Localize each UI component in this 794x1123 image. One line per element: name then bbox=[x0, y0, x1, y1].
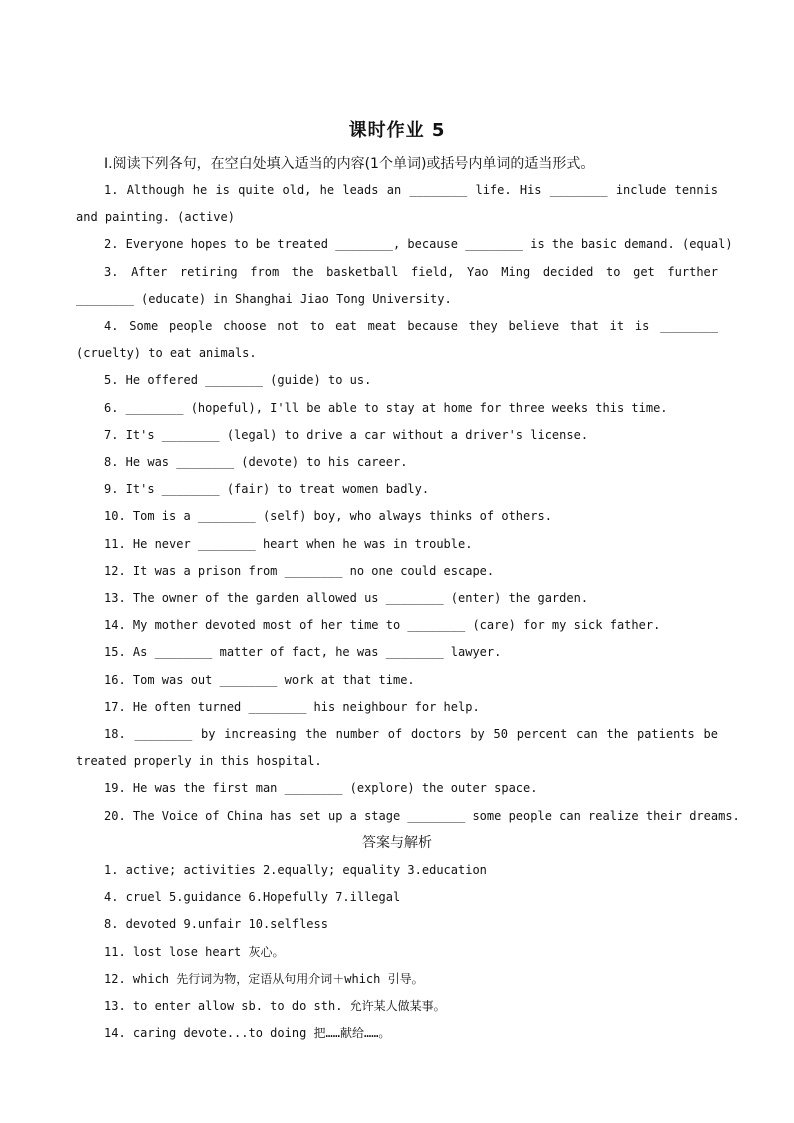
question-2: 2. Everyone hopes to be treated ________, because ________ is the basic demand. (equal) bbox=[104, 237, 733, 252]
question-15: 15. As ________ matter of fact, he was ________ lawyer. bbox=[104, 645, 502, 660]
question-1: 1. Although he is quite old, he leads an ________ life. His ________ include tennis and painting. (active) bbox=[76, 183, 718, 225]
question-4: 4. Some people choose not to eat meat because they believe that it is ________ (cruelty) to eat animals. bbox=[76, 319, 718, 361]
question-16: 16. Tom was out ________ work at that time. bbox=[104, 672, 415, 687]
section-instruction: Ⅰ.阅读下列各句，在空白处填入适当的内容(1个单词)或括号内单词的适当形式。 bbox=[104, 156, 595, 172]
exercise-content bbox=[76, 177, 740, 1048]
question-17: 17. He often turned ________ his neighbour for help. bbox=[104, 699, 480, 714]
page-title: 课时作业 5 bbox=[348, 120, 446, 141]
question-20: 20. The Voice of China has set up a stage ________ some people can realize their dreams. bbox=[104, 808, 740, 823]
answer-line-5: 12. which 先行词为物，定语从句用介词＋which 引导。 bbox=[104, 971, 424, 986]
answers-heading: 答案与解析 bbox=[362, 834, 432, 851]
question-13: 13. The owner of the garden allowed us ________ (enter) the garden. bbox=[104, 591, 589, 606]
answer-line-2: 4. cruel 5.guidance 6.Hopefully 7.illegal bbox=[104, 890, 401, 905]
question-12: 12. It was a prison from ________ no one could escape. bbox=[104, 563, 495, 578]
question-6: 6. ________ (hopeful), I'll be able to stay at home for three weeks this time. bbox=[104, 400, 668, 415]
question-9: 9. It's ________ (fair) to treat women badly. bbox=[104, 482, 430, 497]
question-5: 5. He offered ________ (guide) to us. bbox=[104, 373, 372, 388]
answer-line-4: 11. lost lose heart 灰心。 bbox=[104, 944, 285, 959]
answer-line-3: 8. devoted 9.unfair 10.selfless bbox=[104, 917, 328, 932]
question-14: 14. My mother devoted most of her time to ________ (care) for my sick father. bbox=[104, 618, 661, 633]
question-3: 3. After retiring from the basketball field, Yao Ming decided to get further ________ (educate) in Shanghai Jiao Tong University. bbox=[76, 264, 718, 306]
answer-line-7: 14. caring devote...to doing 把……献给……。 bbox=[104, 1026, 391, 1041]
answer-line-1: 1. active; activities 2.equally; equality 3.education bbox=[104, 863, 487, 878]
question-7: 7. It's ________ (legal) to drive a car without a driver's license. bbox=[104, 427, 589, 442]
question-19: 19. He was the first man ________ (explore) the outer space. bbox=[104, 781, 538, 796]
question-10: 10. Tom is a ________ (self) boy, who always thinks of others. bbox=[104, 509, 552, 524]
question-18: 18. ________ by increasing the number of doctors by 50 percent can the patients be treated properly in this hospital. bbox=[76, 727, 718, 769]
question-8: 8. He was ________ (devote) to his career. bbox=[104, 455, 408, 470]
answer-line-6: 13. to enter allow sb. to do sth. 允许某人做某事。 bbox=[104, 999, 446, 1014]
question-11: 11. He never ________ heart when he was in trouble. bbox=[104, 536, 473, 551]
